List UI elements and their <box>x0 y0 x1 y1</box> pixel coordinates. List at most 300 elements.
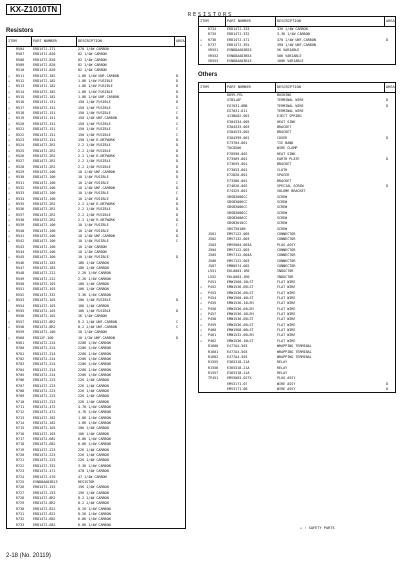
cell-ref: R1556 <box>208 365 219 370</box>
cell-part-number: E304334-005 <box>227 119 250 124</box>
cell-ref: R510 <box>16 68 25 73</box>
cell-description: 6.8K 1/4W CARBON <box>78 517 111 522</box>
cell-part-number: EMV5003-02TX <box>227 376 252 381</box>
cell-description: 8.2K 1/4W CARBON <box>78 511 111 516</box>
cell-part-number: ERD14TJ-103 <box>33 303 56 308</box>
cell-part-number: ERD14TJ-2R2 <box>33 148 56 153</box>
cell-area: D <box>176 228 179 233</box>
cell-safety-mark: ⚠ <box>8 234 11 239</box>
cell-part-number: EVND8AA03B13 <box>33 479 58 484</box>
cell-description: 2.2 1/4W FUSIBLE <box>78 212 111 217</box>
cell-safety-mark: ⚠ <box>200 43 203 48</box>
cell-part-number: ERD14TJ-182 <box>33 84 56 89</box>
cell-ref: R556 <box>16 314 25 319</box>
table-row <box>7 523 185 528</box>
cell-description: 22K 1/4W CARBON <box>78 399 109 404</box>
cell-ref: R518 <box>16 111 25 116</box>
cell-description: FLAT WIRE <box>277 301 296 306</box>
cell-part-number: EMW1560-06LST <box>227 328 254 333</box>
cell-safety-mark: ⚠ <box>200 37 203 42</box>
cell-description: SCREW <box>277 205 288 210</box>
cell-ref: L552 <box>208 274 217 279</box>
cell-description: FLAT WIRE <box>277 317 296 322</box>
cell-area: D <box>386 157 389 162</box>
cell-ref: R712 <box>16 410 25 415</box>
cell-part-number: ERD14TJ-100 <box>33 185 56 190</box>
cell-description: 10 1/2W UNF.CARBON <box>78 335 115 340</box>
cell-ref: J501 <box>208 231 217 236</box>
cell-part-number: ERD14TJ-472 <box>33 410 56 415</box>
cell-ref: R700 <box>16 346 25 351</box>
cell-part-number: ERD14TJ-151 <box>33 121 56 126</box>
cell-ref: P462 <box>208 338 217 343</box>
cell-area: D <box>176 308 179 313</box>
cell-description: 10 1/4W UNF.CARBON <box>78 185 115 190</box>
cell-description: 10 1/4W UNF.CARBON <box>78 169 115 174</box>
cell-ref: R512 <box>16 79 25 84</box>
cell-safety-mark: ⚠ <box>8 105 11 110</box>
cell-ref: R534 <box>16 196 25 201</box>
cell-safety-mark: ⚠ <box>8 201 11 206</box>
cell-part-number: SBSB3006CC <box>227 210 248 215</box>
cell-part-number: ERD14TJ-100 <box>33 330 56 335</box>
cell-description: 150 1/4W R.NETWORK <box>78 137 115 142</box>
cell-description: FLAT WIRE <box>277 312 296 317</box>
rows-left <box>7 47 185 528</box>
cell-ref: L551 <box>208 269 217 274</box>
cell-part-number: ERD14TJ-224 <box>33 356 56 361</box>
cell-part-number: EMW1536-05LST <box>227 322 254 327</box>
cell-description: PLUG ASSY <box>277 376 296 381</box>
cell-ref: VR551 <box>208 48 219 53</box>
cell-part-number: ERD14TJ-100 <box>33 180 56 185</box>
cell-part-number: ERD14TJ-332 <box>33 463 56 468</box>
cell-ref: R525 <box>16 148 25 153</box>
cell-description: 2.2 1/4W R.NETWORK <box>78 218 115 222</box>
cell-safety-mark <box>199 59 207 64</box>
cell-ref: VR553 <box>208 59 219 64</box>
cell-part-number: ERD12F-100 <box>33 335 54 340</box>
cell-part-number: E74325-001 <box>227 189 248 194</box>
col-part-number: PART NUMBER <box>226 83 276 92</box>
cell-safety-mark: ⚠ <box>8 116 11 121</box>
cell-area <box>385 59 395 64</box>
cell-description: 10 1/4W FUSIBLE <box>78 239 109 244</box>
cell-ref: R729 <box>16 501 25 506</box>
cell-part-number: ERD14TJ-2R2 <box>33 164 56 169</box>
resistors-table <box>6 36 186 529</box>
table-header <box>199 83 395 93</box>
cell-description: INDUCTOR <box>277 269 294 274</box>
cell-safety-mark: ⚠ <box>8 228 11 233</box>
cell-safety-mark: ⚠ <box>8 153 11 158</box>
cell-ref: P452 <box>208 285 217 290</box>
cell-area: D <box>176 196 179 201</box>
cell-description: 220K 1/4W CARBON <box>78 356 111 361</box>
cell-description: TERMINAL WIRE <box>277 98 304 103</box>
cell-part-number: ERD14TJ-100 <box>33 255 56 260</box>
cell-description: 10 1/4W CARBON <box>78 244 107 249</box>
cell-ref: R552 <box>16 292 25 297</box>
cell-part-number: ERD14TJ-151 <box>33 127 56 132</box>
cell-description: 10K 1/4W CARBON <box>78 431 109 436</box>
cell-ref: R559 <box>16 330 25 335</box>
cell-description: 10K 1/4W CARBON <box>78 282 109 287</box>
cell-part-number: ERD14TJ-391 <box>227 43 250 48</box>
cell-part-number: ERD14TJ-182 <box>33 421 56 426</box>
cell-part-number: E304533-002 <box>227 130 250 135</box>
cell-part-number: SBST3010N <box>227 226 246 231</box>
cell-ref: P451 <box>208 280 217 285</box>
cell-description: 50K VARIABLE <box>277 53 302 58</box>
col-part-number: PART NUMBER <box>226 17 276 26</box>
cell-part-number: ERD14TJ-100 <box>33 239 56 244</box>
cell-description: 33K 1/4W CARBON <box>277 27 308 31</box>
cell-ref: R504 <box>16 47 25 51</box>
cell-area: D <box>176 73 179 78</box>
cell-safety-mark: ⚠ <box>200 290 203 295</box>
cell-safety-mark: ⚠ <box>8 169 11 174</box>
cell-area: D <box>176 100 179 105</box>
cell-part-number: EMW1536-14LEH <box>227 301 254 306</box>
cell-description: 82 1/4W CARBON <box>78 57 107 62</box>
cell-description: 10 1/4W CARBON <box>78 250 107 255</box>
cell-description: 1.8K 1/4W UNF.CARBON <box>78 95 119 100</box>
cell-description: COVER <box>277 135 288 140</box>
cell-part-number: ERD14TJ-100 <box>33 250 56 255</box>
cell-part-number: ERD14TJ-2R2 <box>33 212 56 217</box>
cell-description: TERMINAL WIRE <box>277 109 304 114</box>
cell-description: WIRE ASSY <box>277 381 296 386</box>
cell-description: HEAT SINK <box>277 119 296 124</box>
cell-description: CLOTH <box>277 167 288 172</box>
rows-right-top <box>199 27 395 64</box>
cell-description: 150 1/4W FUSIBLE <box>78 132 111 137</box>
cell-area: D <box>386 386 389 391</box>
cell-ref: R509 <box>16 63 25 68</box>
cell-description: 10 1/4W UNF.CARBON <box>78 234 115 239</box>
cell-part-number: ERD14TJ-153 <box>33 485 56 490</box>
cell-part-number: ERD14TJ-224 <box>33 340 56 345</box>
cell-part-number: E304533-003 <box>227 125 250 130</box>
cell-description: 22K 1/4W CARBON <box>78 394 109 399</box>
cell-safety-mark: ⚠ <box>8 127 11 132</box>
cell-part-number: EMW1536-16LEH <box>227 312 254 317</box>
cell-safety-mark: ⚠ <box>200 301 203 306</box>
cell-ref: J502 <box>208 237 217 242</box>
col-item: ITEM <box>199 17 226 26</box>
cell-description: 100K VARIABLE <box>277 59 304 64</box>
section-title-resistors: Resistors <box>6 28 34 34</box>
cell-ref: R719 <box>16 447 25 452</box>
cell-part-number: EMB0574-002 <box>227 264 250 268</box>
cell-part-number: ERD14TJ-682 <box>33 437 56 442</box>
cell-ref: R507 <box>16 52 25 57</box>
cell-part-number: SBSB3006CC <box>227 205 248 210</box>
cell-part-number: ERD14TJ-100 <box>33 228 56 233</box>
cell-part-number: ERD14TJ-182 <box>33 79 56 84</box>
cell-ref: P453 <box>208 290 217 295</box>
cell-safety-mark: ⚠ <box>8 255 11 260</box>
cell-description: 22K 1/4W CARBON <box>78 447 109 452</box>
cell-part-number: 8099-FEL <box>227 93 244 97</box>
cell-description: 10 1/4W FUSIBLE <box>78 175 109 180</box>
col-area: AREA <box>176 39 185 43</box>
cell-ref: R714 <box>16 421 25 426</box>
cell-safety-mark: ⚠ <box>200 285 203 290</box>
cell-part-number: ERD14TJ-151 <box>33 105 56 110</box>
cell-part-number: E365318-21A <box>227 365 250 370</box>
cell-description: WRAPPING TERMINAL <box>277 349 312 354</box>
cell-ref: P454 <box>208 296 217 301</box>
cell-ref: R731 <box>16 511 25 516</box>
cell-part-number: E477A4-503 <box>227 354 248 359</box>
cell-description: 22K 1/4W CARBON <box>78 458 109 463</box>
cell-ref: R533 <box>16 191 25 196</box>
cell-ref: R517 <box>16 105 25 110</box>
cell-ref: R537 <box>16 212 25 217</box>
cell-ref: R551 <box>16 287 25 292</box>
cell-safety-mark: ⚠ <box>8 298 11 303</box>
cell-ref: R717 <box>16 437 25 442</box>
cell-part-number: ERD14TJ-223 <box>33 394 56 399</box>
cell-ref: R549 <box>16 276 25 281</box>
cell-area: C <box>176 239 179 244</box>
cell-part-number: ERD14TJ-103 <box>33 282 56 287</box>
cell-area: D <box>176 255 179 260</box>
cell-description: 22K 1/4W CARBON <box>78 453 109 458</box>
cell-description: 6.8K 1/4W CARBON <box>78 522 111 527</box>
cell-ref: R545 <box>16 255 25 260</box>
cell-ref: R541 <box>16 234 25 239</box>
cell-ref: R727 <box>16 490 25 495</box>
cell-area: D <box>176 143 179 148</box>
cell-part-number: EMV5004-003A <box>227 242 252 247</box>
cell-description: 22K 1/4W CARBON <box>78 383 109 388</box>
cell-ref: R736 <box>208 37 217 42</box>
cell-part-number: ERD14TJ-103 <box>33 431 56 436</box>
cell-part-number: ERD14TJ-2R2 <box>33 153 56 158</box>
cell-part-number: ERD14TJ-153 <box>33 490 56 495</box>
cell-part-number: EMW1536-05LST <box>227 290 254 295</box>
cell-ref: R558 <box>16 324 25 329</box>
cell-description: 2.2K 1/4W CARBON <box>78 276 111 281</box>
cell-ref: R1557 <box>208 370 219 375</box>
cell-part-number: ERD14TJ-820 <box>33 68 56 73</box>
cell-ref: VR552 <box>208 53 219 58</box>
cell-part-number: ERD14TJ-103 <box>33 287 56 292</box>
cell-part-number: EKL0003-1R0 <box>227 274 250 279</box>
cell-ref: R527 <box>16 159 25 164</box>
cell-ref: R530 <box>16 175 25 180</box>
cell-safety-mark: ⚠ <box>8 73 11 78</box>
cell-part-number: EX7031-0BB <box>227 103 248 108</box>
col-item: ITEM <box>7 37 32 46</box>
cell-part-number: E70590-002 <box>227 151 248 156</box>
cell-ref: R540 <box>16 228 25 233</box>
cell-description: 2.2 1/4W FUSIBLE <box>78 164 111 169</box>
cell-ref: R720 <box>16 453 25 458</box>
cell-safety-mark: ⚠ <box>8 207 11 212</box>
cell-part-number: ERD14TJ-222 <box>33 276 56 281</box>
cell-description: 6.8K 1/4W CARBON <box>78 442 111 447</box>
col-description: DESCRIPTION <box>276 17 385 26</box>
cell-description: 3.3K 1/4W CARBON <box>78 292 111 297</box>
cell-description: HEAT SINK <box>277 151 296 156</box>
model-number: KX-Z1010TN <box>6 4 61 15</box>
cell-ref: R709 <box>16 394 25 399</box>
cell-ref: R523 <box>16 137 25 142</box>
cell-part-number: ERD14TJ-223 <box>33 389 56 393</box>
cell-part-number: E365318-21A <box>227 370 250 375</box>
cell-safety-mark: ⚠ <box>8 324 11 329</box>
cell-safety-mark: ⚠ <box>8 79 11 84</box>
cell-ref: R538 <box>16 218 25 222</box>
cell-description: 15K 1/4W CARBON <box>78 490 109 495</box>
cell-area: D <box>176 298 179 303</box>
cell-description: 220K 1/4W CARBON <box>78 340 111 345</box>
cell-part-number: ERD14TJ-471 <box>227 37 250 42</box>
cell-description: 10K 1/4W CARBON <box>78 303 109 308</box>
cell-area: D <box>176 116 179 121</box>
cell-description: 10K 1/4W CARBON <box>78 426 109 431</box>
cell-ref: R716 <box>16 431 25 436</box>
cell-description: 6.8K 1/4W CARBON <box>78 437 111 442</box>
cell-ref: R513 <box>16 84 25 89</box>
cell-description: 10K 1/4W FUSIBLE <box>78 298 111 303</box>
table-row <box>199 59 395 64</box>
cell-description: 3.3K 1/4W CARBON <box>78 463 111 468</box>
cell-part-number: EMV3171-07 <box>227 381 248 386</box>
cell-part-number: ERD14TJ-100 <box>33 169 56 174</box>
cell-ref: J504 <box>208 247 217 252</box>
cell-part-number: EVND8AA03B53 <box>227 48 252 53</box>
cell-part-number: ERD14TJ-470 <box>33 474 56 479</box>
cell-part-number: ERD14TJ-820 <box>33 63 56 68</box>
cell-description: 10 1/4W FUSIBLE <box>78 191 109 196</box>
cell-description: 2.2 1/4W R.NETWORK <box>78 153 115 158</box>
cell-area: C <box>176 319 179 324</box>
cell-ref: R735 <box>208 32 217 37</box>
cell-description: BRACKET <box>277 130 292 135</box>
cell-ref: R1555 <box>208 360 219 365</box>
cell-description: RELAY <box>277 360 288 365</box>
cell-description: FLAT WIRE <box>277 328 296 333</box>
cell-part-number: E477A4-503 <box>227 344 248 349</box>
cell-description: TIE BAND <box>277 141 294 146</box>
cell-ref: R553 <box>16 298 25 303</box>
cell-ref: R706 <box>16 378 25 383</box>
cell-part-number: ERD14TJ-2R2 <box>33 218 56 222</box>
cell-part-number: EX7031-011 <box>227 109 248 114</box>
cell-ref: R515 <box>16 95 25 100</box>
cell-description: 15K 1/4W CARBON <box>78 485 109 490</box>
cell-part-number: ERD14TJ-223 <box>33 447 56 452</box>
cell-description: 150 1/4W UNF.CARBON <box>78 116 117 121</box>
cell-part-number: ERD14TJ-2R2 <box>33 207 56 212</box>
cell-ref: R725 <box>16 479 25 484</box>
cell-description: EJECT SPRING <box>277 114 302 119</box>
cell-ref: P458 <box>208 317 217 322</box>
cell-area: C <box>176 105 179 110</box>
cell-description: SPECIAL SCREW <box>277 183 304 188</box>
cell-part-number: E72820-001 <box>227 173 248 178</box>
cell-description: 4.7K 1/4W CARBON <box>78 410 111 415</box>
cell-safety-mark <box>199 387 207 392</box>
cell-ref: R1600 <box>208 344 219 349</box>
cell-ref: R702 <box>16 356 25 361</box>
cell-description: 150 1/4W FUSIBLE <box>78 105 111 110</box>
cell-safety-mark: ⚠ <box>200 296 203 301</box>
cell-safety-mark: ⚠ <box>8 132 11 137</box>
cell-description: 10K 1/4W FUSIBLE <box>78 308 111 313</box>
cell-part-number: ERD14TJ-682 <box>33 442 56 447</box>
cell-part-number: ERD14TJ-151 <box>33 111 56 116</box>
cell-area: D <box>386 135 389 140</box>
cell-part-number: ERD14TJ-151 <box>33 116 56 121</box>
cell-description: CONNECTOR <box>277 264 296 268</box>
cell-description: VOLUME BRACKET <box>277 189 306 194</box>
cell-part-number: ERD14TJ-100 <box>33 191 56 196</box>
cell-area: D <box>176 218 179 222</box>
cell-ref: R730 <box>16 506 25 511</box>
cell-safety-mark: ⚠ <box>8 335 11 340</box>
cell-safety-mark: ⚠ <box>8 239 11 244</box>
cell-description: 1.8K 1/4W FUSIBLE <box>78 79 113 84</box>
cell-safety-mark: ⚠ <box>200 328 203 333</box>
cell-ref: R535 <box>16 201 25 206</box>
cell-description: 82 1/4W CARBON <box>78 52 107 57</box>
cell-safety-mark: ⚠ <box>200 338 203 343</box>
cell-ref: R526 <box>16 153 25 158</box>
cell-area: D <box>176 95 179 100</box>
cell-description: 22K 1/4W CARBON <box>78 389 109 393</box>
cell-part-number: EVND8AA03B54 <box>227 53 252 58</box>
cell-description: 8.2 1/4W CARBON <box>78 495 109 500</box>
cell-ref: R718 <box>16 442 25 447</box>
cell-part-number: ERD14TJ-100 <box>33 234 56 239</box>
cell-safety-mark: ⚠ <box>8 212 11 217</box>
cell-ref: J505 <box>208 253 217 258</box>
cell-part-number: ERD14TJ-271 <box>33 47 56 51</box>
cell-area: D <box>176 185 179 190</box>
cell-part-number: EMW1560-10LST <box>227 280 254 285</box>
cell-description: RELAY <box>277 370 288 375</box>
cell-ref: R522 <box>16 132 25 137</box>
cell-ref: R724 <box>16 474 25 479</box>
cell-part-number: EMW1532-05LEH <box>227 333 254 338</box>
cell-description: FLAT WIRE <box>277 338 296 343</box>
cell-description: 220K 1/4W CARBON <box>78 367 111 372</box>
cell-description: 220K 1/4W CARBON <box>78 351 111 356</box>
cell-description: SCREW <box>277 215 288 220</box>
cell-part-number: ERD14TJ-333 <box>227 27 250 31</box>
cell-ref <box>207 387 226 392</box>
cell-area: C <box>176 121 179 126</box>
cell-description: 82 1/4W CARBON <box>78 68 107 73</box>
cell-part-number: ERD14TJ-822 <box>33 511 56 516</box>
cell-safety-mark: ⚠ <box>8 191 11 196</box>
cell-description: CONNECTOR <box>277 258 296 263</box>
cell-description: 3.3K 1/4W CARBON <box>277 32 310 37</box>
cell-safety-mark: ⚠ <box>8 159 11 164</box>
cell-part-number: ERD14TJ-223 <box>33 399 56 404</box>
cell-ref: R542 <box>16 239 25 244</box>
cell-area: C <box>176 191 179 196</box>
cell-description: 2.2 1/4W FUSIBLE <box>78 143 111 148</box>
cell-description: SCREW <box>277 221 288 226</box>
cell-ref: R713 <box>16 415 25 420</box>
